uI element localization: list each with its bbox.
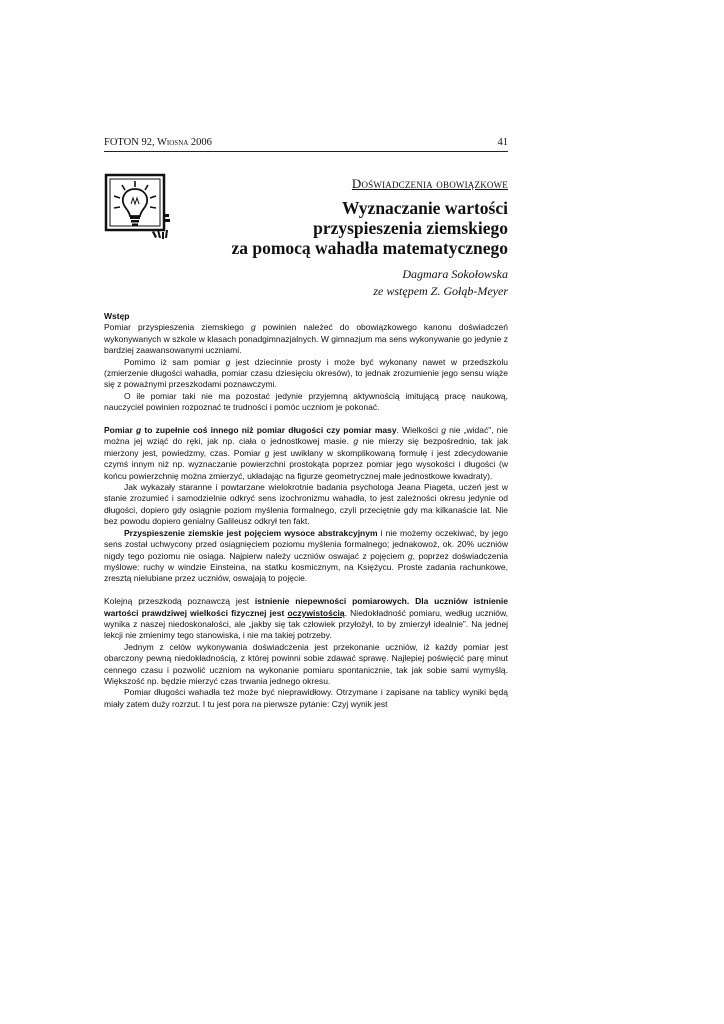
section-label: Doświadczenia obowiązkowe bbox=[351, 176, 508, 191]
paragraph: Jednym z celów wykonywania doświadczenia jest przekonanie uczniów, iż każdy pomiar jest obarczony pewną niedokładnością, z której powinni sobie zdawać sprawę. Najlepiej poświęcić parę minut cennego czasu i pozwolić uczniom na wykonanie pomiaru spontanicznie, tak jak sobie sami wymyślą. Większość np. będzie mierzyć czas trwania jednego okresu. bbox=[104, 641, 508, 686]
paragraph: Jak wykazały staranne i powtarzane wielokrotnie badania psychologa Jeana Piageta, uczeń jest w stanie zrozumieć i samodzielnie odkryć sens izochronizmu wahadła, to jest zależności okresu jedynie od długości, dopiero gdy osiągnie poziom myślenia formalnego, czyli przeciętnie gdy ma kilkanaście lat. Nie bez powodu dopiero genialny Galileusz odkrył ten fakt. bbox=[104, 482, 508, 527]
paragraph: Pomiar g to zupełnie coś innego niż pomiar długości czy pomiar masy. Wielkości g nie „widać”, nie można jej wziąć do ręki, jak np. ciała o jednostkowej masie. g nie mierzy się bezpośrednio, tak jak mierzony jest, powiedzmy, czas. Pomiar g jest uwikłany w skomplikowaną formułę i jest zdecydowanie czymś innym niż np. wyznaczanie powierzchni prostokąta poprzez pomiar jego wysokości i długości (w końcu powierzchnię można zmierzyć, układając na figurze geometrycznej małe jednostkowe kwadraty). bbox=[104, 425, 509, 481]
title-line: Wyznaczanie wartości bbox=[341, 198, 508, 218]
running-head bbox=[104, 137, 508, 152]
page-number: 41 bbox=[497, 137, 508, 148]
journal-issue: FOTON 92, Wiosna 2006 bbox=[104, 137, 212, 148]
paragraph: Kolejną przeszkodą poznawczą jest istnienie niepewności pomiarowych. Dla uczniów istnienie wartości prawdziwej wielkości fizycznej jest oczywistością. Niedokładność pomiaru, według uczniów, wynika z naszej niedoskonałości, ale „jakby się tak człowiek przyłożył, to by zmierzył idealnie”. Na jednej lekcji nie zmienimy tego stanowiska, i nie ma takiej potrzeby. bbox=[104, 596, 509, 641]
title-line: za pomocą wahadła matematycznego bbox=[231, 238, 508, 258]
author-name: Dagmara Sokołowska bbox=[402, 267, 508, 281]
section-heading: Wstęp bbox=[104, 311, 130, 321]
title-line: przyspieszenia ziemskiego bbox=[313, 218, 508, 238]
article-body bbox=[104, 311, 508, 710]
author-block bbox=[128, 266, 508, 300]
journal-page bbox=[104, 0, 508, 1024]
intro-author: ze wstępem Z. Gołąb-Meyer bbox=[373, 284, 508, 298]
paragraph: Pomimo iż sam pomiar g jest dziecinnie prosty i może być wykonany nawet w przedszkolu (zmierzenie długości wahadła, pomiar czasu dziesięciu okresów), to jednak zrozumienie jego sensu wiąże się z poważnymi przeszkodami poznawczymi. bbox=[104, 356, 508, 390]
paragraph: Pomiar długości wahadła też może być nieprawidłowy. Otrzymane i zapisane na tablicy wyniki będą miały zatem duży rozrzut. I tu jest pora na pierwsze pytanie: Czyj wynik jest bbox=[104, 687, 508, 709]
article-title bbox=[128, 198, 508, 258]
paragraph: Pomiar przyspieszenia ziemskiego g powinien należeć do obowiązkowego kanonu doświadczeń wykonywanych w szkole w klasach ponadgimnazjalnych. W gimnazjum ma sens wykonywanie go jedynie z bardziej zaawansowanymi uczniami. bbox=[104, 322, 509, 356]
paragraph: O ile pomiar taki nie ma pozostać jedynie przyjemną aktywnością imitującą pracę naukową, nauczyciel powinien rozpoznać te trudności i pomóc uczniom je pokonać. bbox=[104, 390, 508, 413]
paragraph: Przyspieszenie ziemskie jest pojęciem wysoce abstrakcyjnym i nie możemy oczekiwać, by jego sens został uchwycony przed osiągnięciem poziomu myślenia formalnego; jednakowoż, ok. 20% uczniów nigdy tego poziomu nie osiąga. Najpierw należy uczniów oswajać z pojęciem g, poprzez doświadczenia myślowe: ruchy w windzie Einsteina, na statku kosmicznym, na Księżycu. Proste zadania rachunkowe, zresztą nielubiane przez uczniów, oswajają to pojęcie. bbox=[104, 527, 509, 584]
